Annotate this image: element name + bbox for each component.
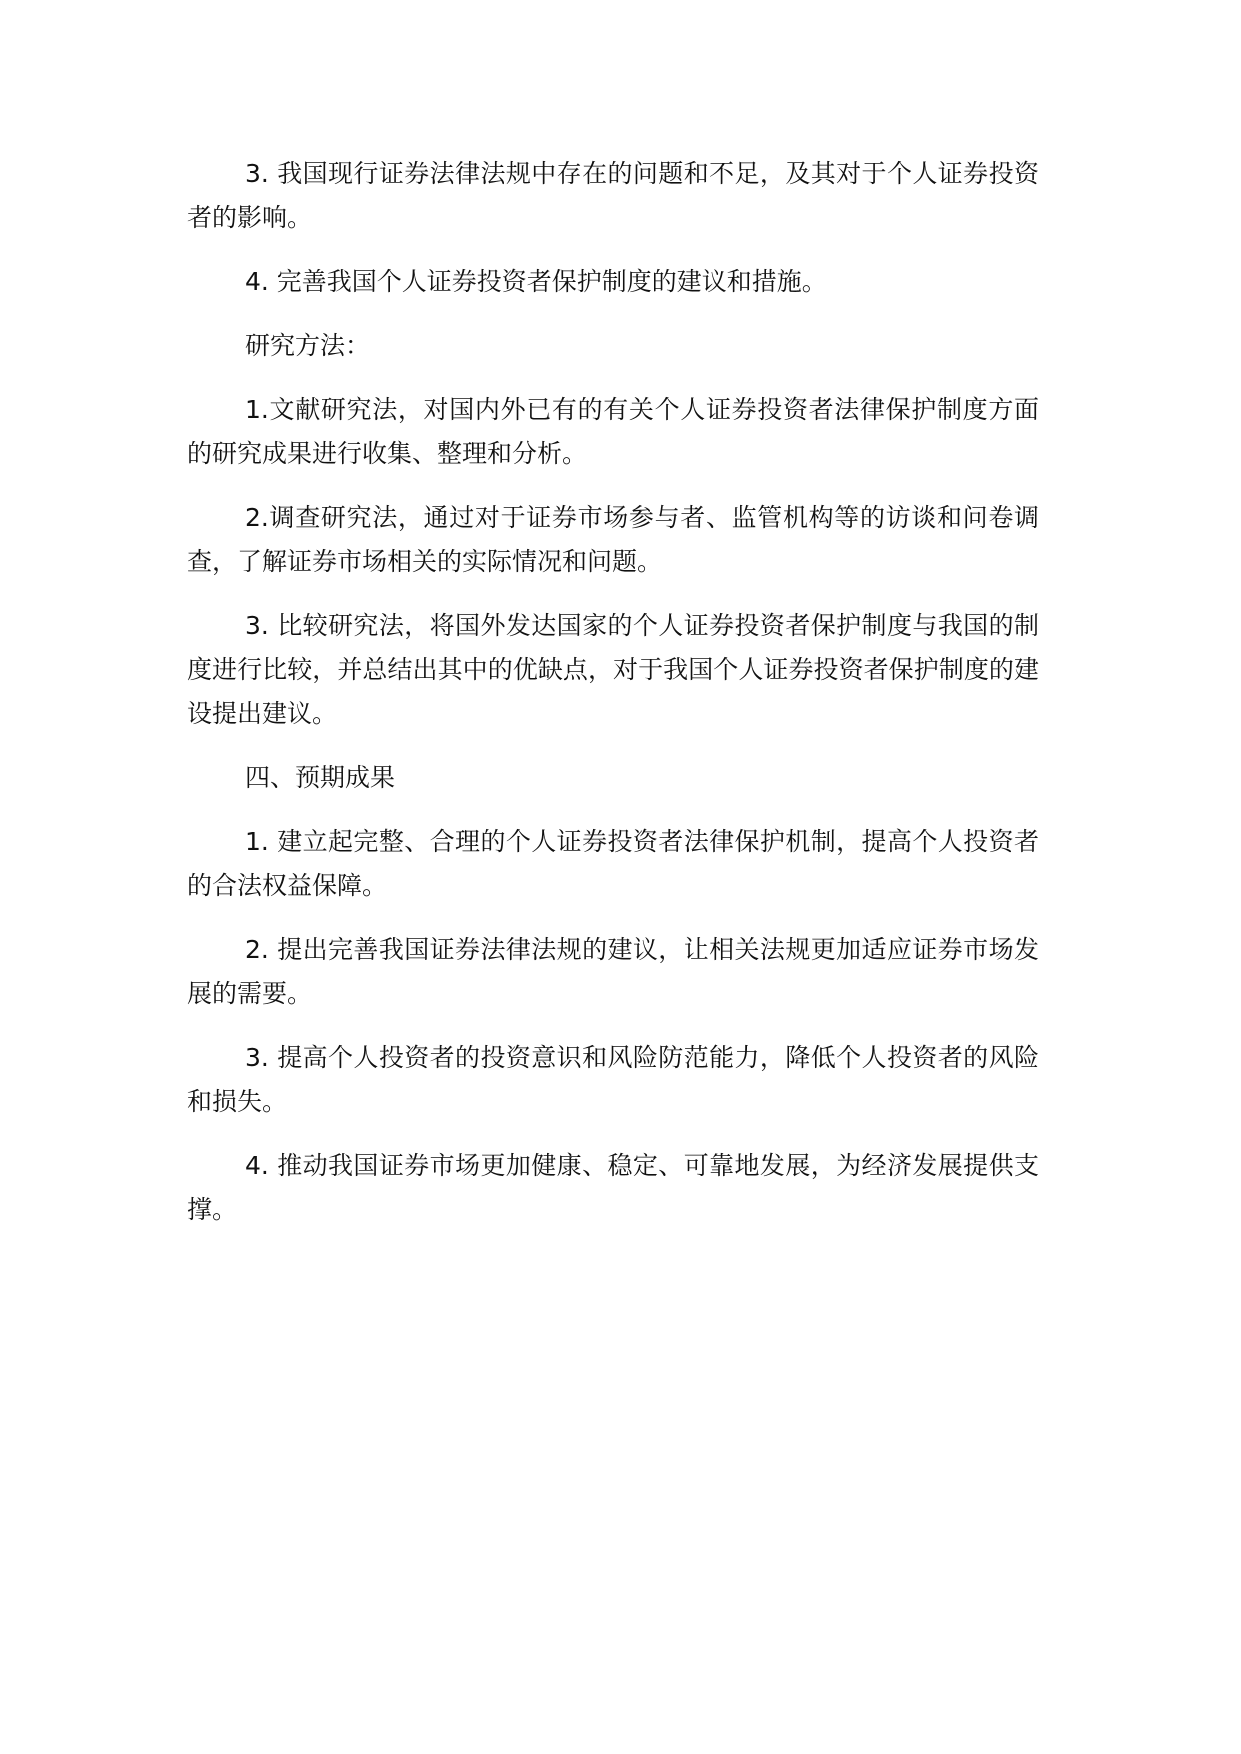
paragraph-result-3: 3. 提高个人投资者的投资意识和风险防范能力，降低个人投资者的风险和损失。 [187,1043,1039,1116]
paragraph-method-3: 3. 比较研究法，将国外发达国家的个人证券投资者保护制度与我国的制度进行比较，并总结出其中的优缺点，对于我国个人证券投资者保护制度的建设提出建议。 [187,611,1039,728]
paragraph-result-2: 2. 提出完善我国证券法律法规的建议，让相关法规更加适应证券市场发展的需要。 [187,935,1039,1008]
paragraph-research-content-3: 3. 我国现行证券法律法规中存在的问题和不足，及其对于个人证券投资者的影响。 [187,159,1039,232]
section-heading-research-methods: 研究方法： [245,331,371,360]
document-body [187,152,1039,1252]
paragraph-method-2: 2.调查研究法，通过对于证券市场参与者、监管机构等的访谈和问卷调查，了解证券市场相关的实际情况和问题。 [187,503,1039,576]
paragraph-result-1: 1. 建立起完整、合理的个人证券投资者法律保护机制，提高个人投资者的合法权益保障。 [187,827,1039,900]
paragraph-research-content-4: 4. 完善我国个人证券投资者保护制度的建议和措施。 [245,267,827,296]
paragraph-method-1: 1.文献研究法，对国内外已有的有关个人证券投资者法律保护制度方面的研究成果进行收集、整理和分析。 [187,395,1039,468]
paragraph-result-4: 4. 推动我国证券市场更加健康、稳定、可靠地发展，为经济发展提供支撑。 [187,1151,1039,1224]
section-heading-expected-results: 四、预期成果 [245,763,396,792]
